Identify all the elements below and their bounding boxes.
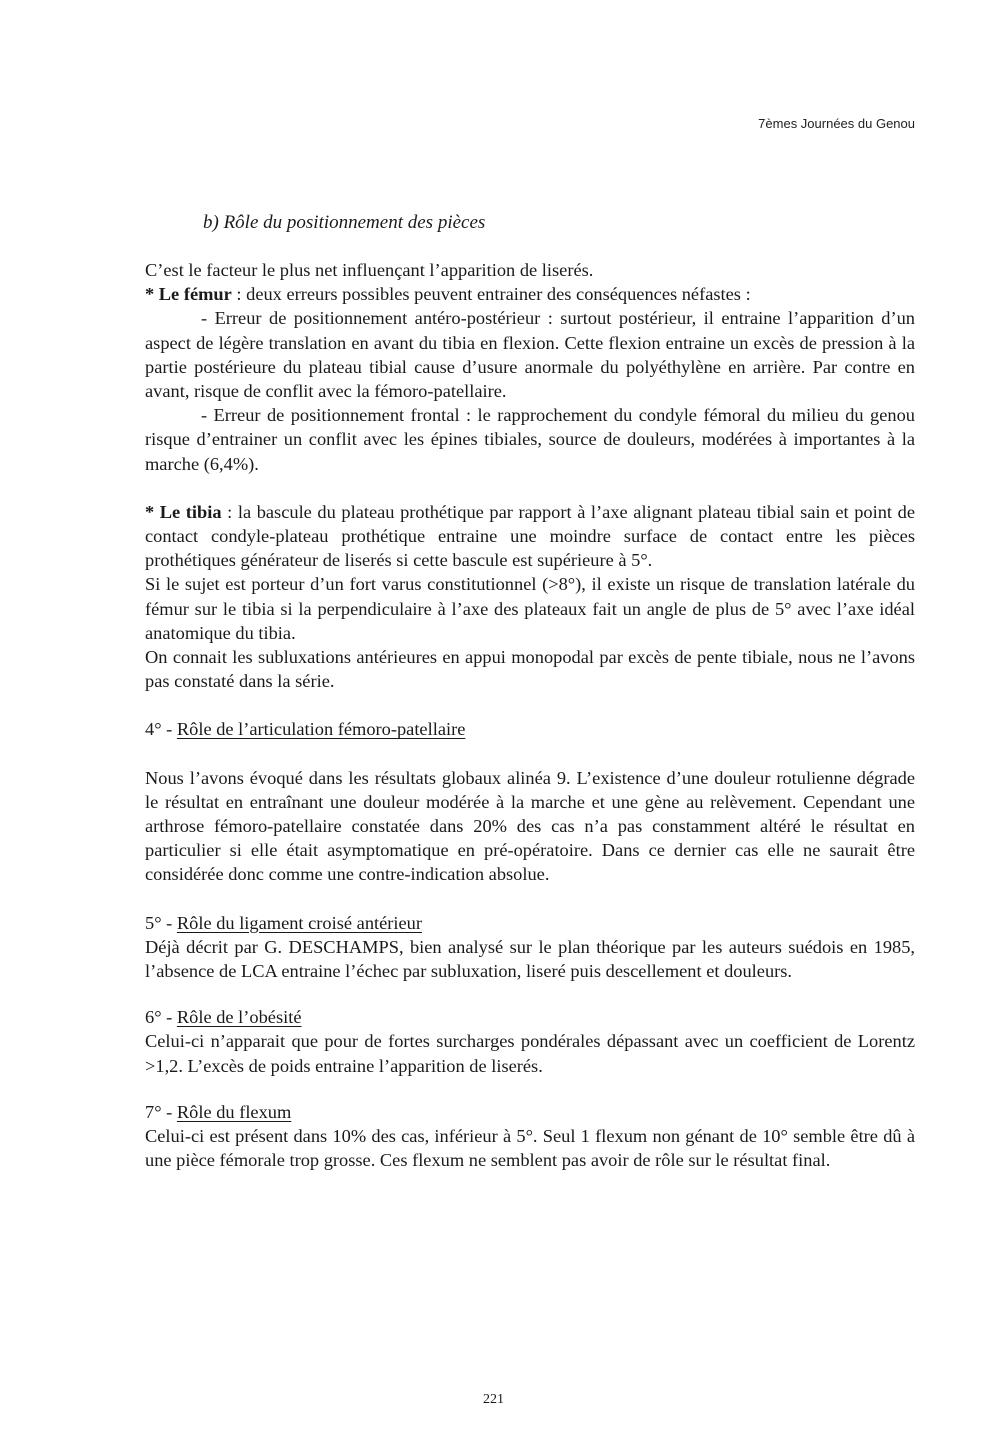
section-6-heading (145, 1005, 915, 1029)
section-b-title: b) Rôle du positionnement des pièces (203, 212, 486, 233)
intro-paragraph: C’est le facteur le plus net influençant l’apparition de liserés. (145, 260, 594, 280)
page-number: 221 (483, 1392, 504, 1407)
section-5-heading (145, 911, 915, 935)
subluxation-paragraph: On connait les subluxations antérieures en appui monopodal par excès de pente tibiale, nous ne l’avons pas constaté dans la série. (145, 647, 915, 692)
section-5-number: 5° - (145, 912, 177, 933)
section-7-title: Rôle du flexum (176, 1101, 292, 1122)
femur-text: : deux erreurs possibles peuvent entrainer des conséquences néfastes : (231, 284, 751, 305)
varus-paragraph: Si le sujet est porteur d’un fort varus constitutionnel (>8°), il existe un risque de translation latérale du fémur sur le tibia si la perpendiculaire à l’axe des plateaux fait un angle de plus de 5° avec l’axe idéal anatomique du tibia. (145, 574, 915, 643)
tibia-paragraph (145, 500, 915, 573)
section-7-number: 7° - (145, 1101, 177, 1122)
femur-paragraph (145, 282, 915, 306)
section-6-title: Rôle de l’obésité (176, 1007, 302, 1028)
section-5-body: Déjà décrit par G. DESCHAMPS, bien analysé sur le plan théorique par les auteurs suédois en 1985, l’absence de LCA entraine l’échec par subluxation, liseré puis descellement et douleurs. (145, 936, 915, 982)
section-4-title: Rôle de l’articulation fémoro-patellaire (176, 719, 466, 740)
tibia-text: : la bascule du plateau prothétique par rapport à l’axe alignant plateau tibial sain et point de contact condyle-plateau prothétique entraine une moindre surface de contact entre les pièces prothétiques générateur de liserés si cette bascule est supérieure à 5°. (145, 501, 915, 571)
section-7-body: Celui-ci est présent dans 10% des cas, inférieur à 5°. Seul 1 flexum non génant de 10° semble être dû à une pièce fémorale trop grosse. Ces flexum ne semblent pas avoir de rôle sur le résultat final. (145, 1126, 915, 1171)
section-4-number: 4° - (145, 719, 177, 740)
tibia-label: * Le tibia (145, 501, 222, 522)
section-7-heading (145, 1100, 915, 1124)
section-6-number: 6° - (145, 1007, 177, 1028)
document-body (145, 258, 915, 1173)
femur-frontal-paragraph: - Erreur de positionnement frontal : le rapprochement du condyle fémoral du milieu du genou risque d’entrainer un conflit avec les épines tibiales, source de douleurs, modérées à importantes à la marche (6,4%). (145, 405, 915, 474)
running-header: 7èmes Journées du Genou (758, 116, 915, 131)
section-6-body: Celui-ci n’apparait que pour de fortes surcharges pondérales dépassant avec un coefficient de Lorentz >1,2. L’excès de poids entraine l’apparition de liserés. (145, 1031, 915, 1076)
femur-label: * Le fémur (145, 284, 232, 305)
section-4-heading (145, 717, 915, 741)
section-5-title: Rôle du ligament croisé antérieur (176, 912, 422, 933)
femur-ap-paragraph: - Erreur de positionnement antéro-postérieur : surtout postérieur, il entraine l’apparition d’un aspect de légère translation en avant du tibia en flexion. Cette flexion entraine un excès de pression à la partie postérieure du plateau tibial cause d’usure anormale du polyéthylène en arrière. Par contre en avant, risque de conflit avec la fémoro-patellaire. (145, 308, 915, 402)
section-4-body: Nous l’avons évoqué dans les résultats globaux alinéa 9. L’existence d’une douleur rotulienne dégrade le résultat en entraînant une douleur modérée à la marche et une gène au relèvement. Cependant une arthrose fémoro-patellaire constatée dans 20% des cas n’a pas constamment altéré le résultat en particulier si elle était asymptomatique en pré-opératoire. Dans ce dernier cas elle ne saurait être considérée donc comme une contre-indication absolue. (145, 767, 915, 885)
